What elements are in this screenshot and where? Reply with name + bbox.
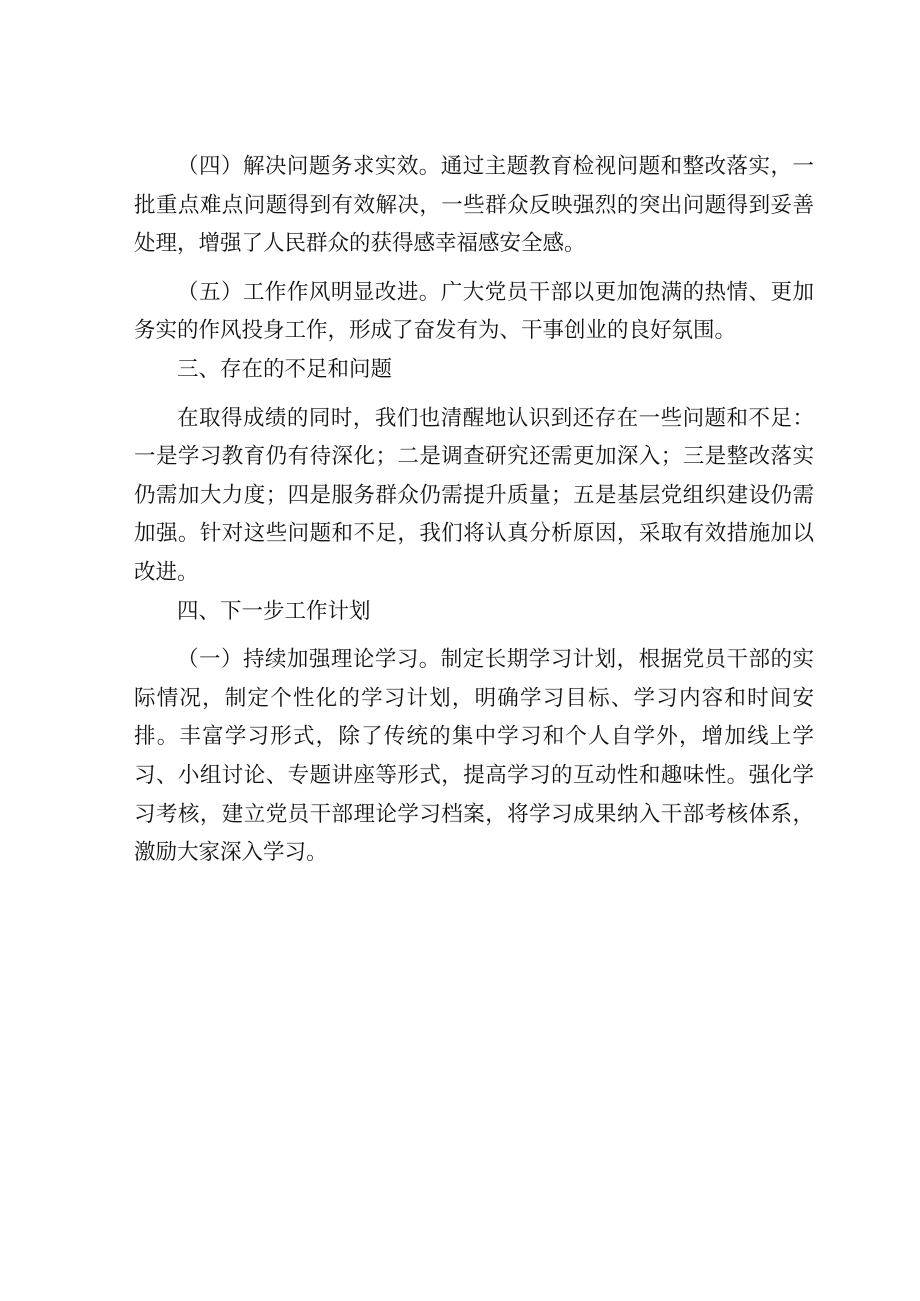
paragraph-problem-solving: （四）解决问题务求实效。通过主题教育检视问题和整改落实，一批重点难点问题得到有效解决，一些群众反映强烈的突出问题得到妥善处理，增强了人民群众的获得感幸福感安全感。	[134, 154, 814, 257]
paragraph-theory-study: （一）持续加强理论学习。制定长期学习计划，根据党员干部的实际情况，制定个性化的学习计划，明确学习目标、学习内容和时间安排。丰富学习形式，除了传统的集中学习和个人自学外，增加线上学习、小组讨论、专题讲座等形式，提高学习的互动性和趣味性。强化学习考核，建立党员干部理论学习档案，将学习成果纳入干部考核体系，激励大家深入学习。	[134, 647, 814, 866]
paragraph-work-style: （五）工作作风明显改进。广大党员干部以更加饱满的热情、更加务实的作风投身工作，形成了奋发有为、干事创业的良好氛围。	[134, 279, 814, 344]
paragraph-shortcomings: 在取得成绩的同时，我们也清醒地认识到还存在一些问题和不足：一是学习教育仍有待深化；二是调查研究还需更加深入；三是整改落实仍需加大力度；四是服务群众仍需提升质量；五是基层党组织建设仍需加强。针对这些问题和不足，我们将认真分析原因，采取有效措施加以改进。	[134, 405, 814, 585]
section-heading-shortcomings: 三、存在的不足和问题	[177, 356, 393, 382]
section-heading-next-steps: 四、下一步工作计划	[177, 598, 371, 624]
document-body	[134, 148, 814, 873]
